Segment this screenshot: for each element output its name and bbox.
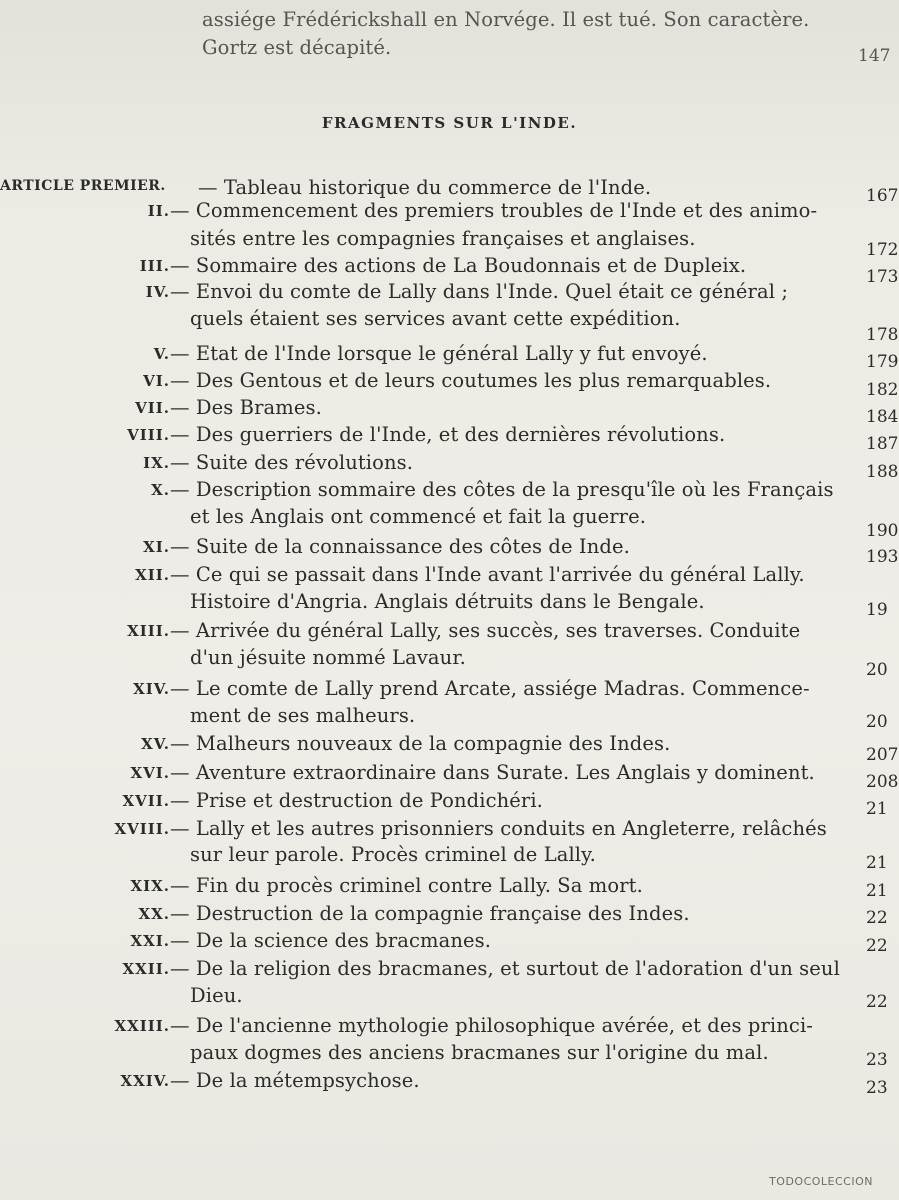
entry-text-line: — Tableau historique du commerce de l'Inde.: [198, 176, 652, 199]
entry-text-line: — Lally et les autres prisonniers conduits en Angleterre, relâchés: [170, 817, 827, 840]
entry-text-line: quels étaient ses services avant cette expédition.: [190, 307, 681, 330]
entry-roman-numeral: XVIII.: [114, 820, 170, 838]
top-line-2: Gortz est décapité.: [202, 36, 392, 59]
entry-text-line: — Malheurs nouveaux de la compagnie des Indes.: [170, 732, 671, 755]
section-heading: FRAGMENTS SUR L'INDE.: [321, 114, 578, 132]
entry-page-number: 23: [866, 1050, 888, 1070]
entry-roman-numeral: XXI.: [130, 932, 170, 950]
entry-page-number: 21: [866, 799, 888, 819]
entry-roman-numeral: XX.: [138, 905, 170, 923]
entry-roman-numeral: XI.: [143, 538, 170, 556]
entry-page-number: 184: [866, 407, 899, 427]
entry-text-line: sur leur parole. Procès criminel de Lally.: [190, 843, 596, 866]
entry-page-number: 19: [866, 600, 888, 620]
entry-text-line: ment de ses malheurs.: [190, 704, 416, 727]
entry-text-line: — Suite de la connaissance des côtes de Inde.: [170, 535, 630, 558]
entry-text-line: — Description sommaire des côtes de la presqu'île où les Français: [170, 478, 834, 501]
entry-text-line: — Prise et destruction de Pondichéri.: [170, 789, 543, 812]
entry-page-number: 188: [866, 462, 899, 482]
entry-roman-numeral: XIII.: [127, 622, 170, 640]
entry-roman-numeral: XVI.: [130, 764, 170, 782]
entry-roman-numeral: XVII.: [122, 792, 170, 810]
entry-text-line: — De la science des bracmanes.: [170, 929, 492, 952]
entry-roman-numeral: XIX.: [130, 877, 170, 895]
entry-page-number: 187: [866, 434, 899, 454]
entry-text-line: — Envoi du comte de Lally dans l'Inde. Quel était ce général ;: [170, 280, 789, 303]
entry-roman-numeral: III.: [139, 257, 170, 275]
entry-text-line: et les Anglais ont commencé et fait la guerre.: [190, 505, 647, 528]
entry-page-number: 22: [866, 936, 888, 956]
entry-roman-numeral: XXII.: [122, 960, 170, 978]
entry-page-number: 190: [866, 521, 899, 541]
entry-roman-numeral: XV.: [141, 735, 170, 753]
entry-text-line: — Suite des révolutions.: [170, 451, 414, 474]
entry-text-line: — Etat de l'Inde lorsque le général Lally y fut envoyé.: [170, 342, 708, 365]
entry-text-line: sités entre les compagnies françaises et anglaises.: [190, 227, 696, 250]
watermark: TODOCOLECCION: [769, 1175, 873, 1188]
entry-roman-numeral: XXIV.: [120, 1072, 170, 1090]
entry-text-line: — De la métempsychose.: [170, 1069, 420, 1092]
entry-text-line: — De l'ancienne mythologie philosophique avérée, et des princi-: [170, 1014, 813, 1037]
entry-roman-numeral: II.: [147, 202, 170, 220]
entry-page-number: 22: [866, 908, 888, 928]
entry-text-line: — Des Gentous et de leurs coutumes les plus remarquables.: [170, 369, 772, 392]
entry-page-number: 172: [866, 240, 899, 260]
entry-page-number: 207: [866, 745, 899, 765]
entry-roman-numeral: VI.: [143, 372, 170, 390]
entry-text-line: — Arrivée du général Lally, ses succès, ses traverses. Conduite: [170, 619, 801, 642]
entry-text-line: — Commencement des premiers troubles de l'Inde et des animo-: [170, 199, 818, 222]
top-line-1: assiége Frédérickshall en Norvége. Il est tué. Son caractère.: [202, 8, 810, 31]
entry-text-line: d'un jésuite nommé Lavaur.: [190, 646, 466, 669]
entry-page-number: 178: [866, 325, 899, 345]
entry-text-line: — Aventure extraordinaire dans Surate. Les Anglais y dominent.: [170, 761, 815, 784]
entry-roman-numeral: XII.: [135, 566, 170, 584]
entry-roman-numeral: IV.: [145, 283, 170, 301]
entry-page-number: 20: [866, 712, 888, 732]
entry-text-line: — Des Brames.: [170, 396, 322, 419]
entry-text-line: — Fin du procès criminel contre Lally. Sa mort.: [170, 874, 643, 897]
entry-roman-numeral: XXIII.: [114, 1017, 170, 1035]
entry-text-line: Dieu.: [190, 984, 243, 1007]
top-page-number: 147: [858, 46, 891, 66]
entry-page-number: 182: [866, 380, 899, 400]
article-label: ARTICLE PREMIER.: [0, 178, 166, 194]
entry-roman-numeral: VIII.: [127, 426, 170, 444]
entry-text-line: — Des guerriers de l'Inde, et des dernières révolutions.: [170, 423, 726, 446]
entry-page-number: 21: [866, 881, 888, 901]
entry-page-number: 173: [866, 267, 899, 287]
entry-page-number: 193: [866, 547, 899, 567]
entry-page-number: 20: [866, 660, 888, 680]
entry-roman-numeral: IX.: [143, 454, 170, 472]
entry-text-line: — De la religion des bracmanes, et surtout de l'adoration d'un seul: [170, 957, 840, 980]
entry-text-line: Histoire d'Angria. Anglais détruits dans le Bengale.: [190, 590, 705, 613]
entry-text-line: — Le comte de Lally prend Arcate, assiége Madras. Commence-: [170, 677, 810, 700]
entry-page-number: 208: [866, 772, 899, 792]
entry-text-line: — Sommaire des actions de La Boudonnais et de Dupleix.: [170, 254, 747, 277]
entry-text-line: paux dogmes des anciens bracmanes sur l'origine du mal.: [190, 1041, 769, 1064]
entry-page-number: 21: [866, 853, 888, 873]
entry-roman-numeral: X.: [151, 481, 170, 499]
entry-roman-numeral: V.: [153, 345, 170, 363]
entry-text-line: — Destruction de la compagnie française des Indes.: [170, 902, 690, 925]
entry-roman-numeral: VII.: [135, 399, 170, 417]
entry-page-number: 23: [866, 1078, 888, 1098]
entry-page-number: 22: [866, 992, 888, 1012]
entry-page-number: 179: [866, 352, 899, 372]
entry-text-line: — Ce qui se passait dans l'Inde avant l'arrivée du général Lally.: [170, 563, 805, 586]
entry-roman-numeral: XIV.: [133, 680, 170, 698]
entry-page-number: 167: [866, 186, 899, 206]
